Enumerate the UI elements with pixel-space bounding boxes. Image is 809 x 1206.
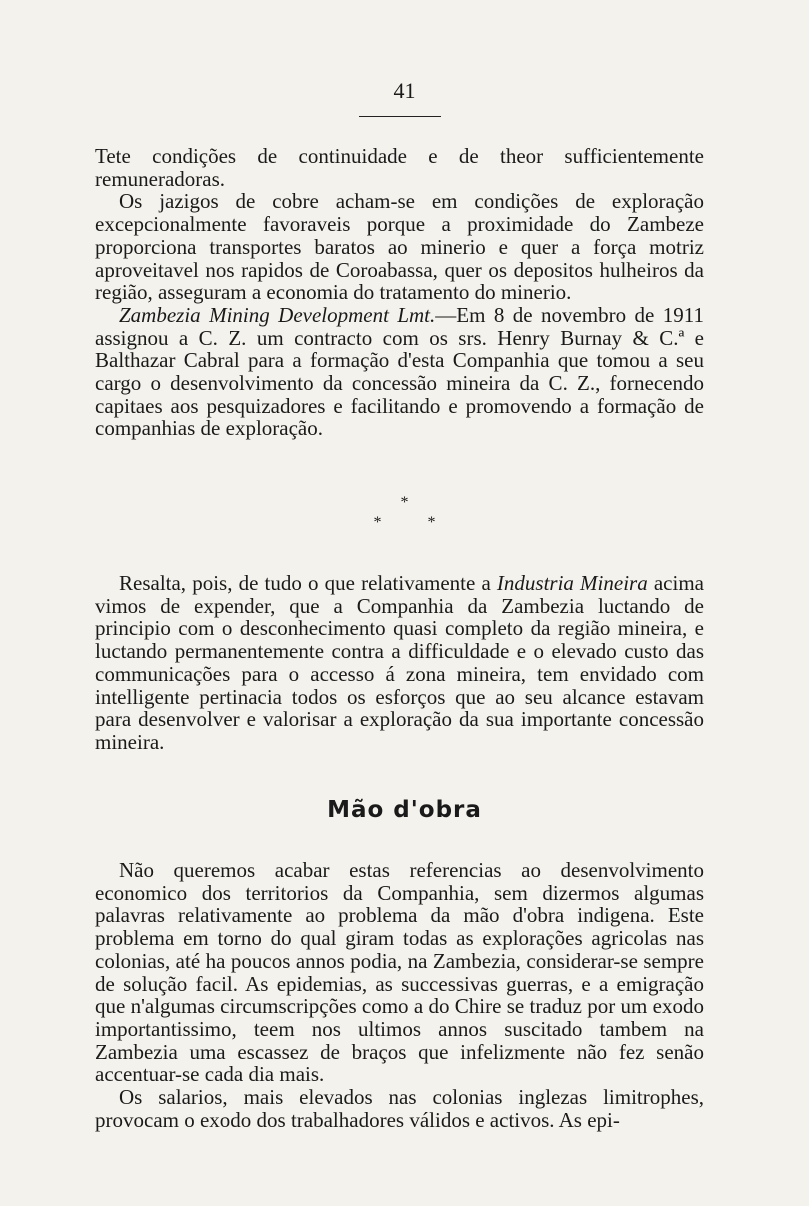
- paragraph-body: —Em 8 de novembro de 1911 assignou a C. Z. um contracto com os srs. Henry Burnay & C.ª e Balthazar Cabral para a formação d'esta Companhia que tomou a seu cargo o desenvolvimento da concessão mineira da C. Z., fornecendo capitaes aos pesquizadores e facilitando e promovendo a formação de companhias de exploração.: [95, 302, 704, 441]
- asterism-bottom-row: [0, 513, 809, 533]
- paragraph-tete: Tete condições de continuidade e de theor sufficientemente remuneradoras.: [95, 144, 704, 191]
- asterism-top: *: [400, 494, 409, 511]
- paragraph-labor: Não queremos acabar estas referencias ao desenvolvimento economico dos territorios da Companhia, sem dizermos algumas palavras relativamente ao problema da mão d'obra indigena. Este problema em torno do qual giram todas as explorações agricolas nas colonias, até ha poucos annos podia, na Zambezia, considerar-se sempre de solução facil. As epidemias, as successivas guerras, e a emigração que n'algumas circumscripções como a do Chire se traduz por um exodo importantissimo, teem nos ultimos annos suscitado tambem na Zambezia uma escassez de braços que infelizmente não fez senão accentuar-se cada dia mais.: [95, 858, 704, 1087]
- summary-italic-term: Industria Mineira: [496, 571, 648, 595]
- paragraph-summary: [95, 572, 704, 754]
- paragraph-zambezia-mining: [95, 304, 704, 440]
- asterism-separator: [0, 493, 809, 533]
- summary-text-after: acima vimos de expender, que a Companhia da Zambezia luctando de principio com o desconhecimento quasi completo da região mineira, e luctando permanentemente contra a difficuldade e o elevado custo das communicações para o accesso á zona mineira, tem envidado com intelligente pertinacia todos os esforços que ao seu alcance estavam para desenvolver e valorisar a exploração da sua importante concessão mineira.: [95, 571, 704, 754]
- page-number: 41: [393, 78, 416, 103]
- asterism-right: *: [427, 514, 436, 531]
- page-number-rule: [359, 116, 441, 117]
- summary-text-block: [95, 572, 704, 754]
- asterism-left: *: [373, 514, 382, 531]
- summary-text-before: Resalta, pois, de tudo o que relativamente a: [119, 571, 497, 595]
- paragraph-wages: Os salarios, mais elevados nas colonias inglezas limitrophes, provocam o exodo dos trabalhadores válidos e activos. As epi-: [95, 1085, 704, 1132]
- section-heading: Mão d'obra: [327, 797, 482, 823]
- labor-text-block: [95, 859, 704, 1131]
- intro-text-block: [95, 145, 704, 440]
- paragraph-copper: Os jazigos de cobre acham-se em condições de exploração excepcionalmente favoraveis porque a proximidade do Zambeze proporciona transportes baratos ao minerio e quer a força motriz aproveitavel nos rapidos de Coroabassa, quer os depositos hulheiros da região, asseguram a economia do tratamento do minerio.: [95, 189, 704, 305]
- paragraph-lead: Zambezia Mining Development Lmt.: [119, 302, 436, 327]
